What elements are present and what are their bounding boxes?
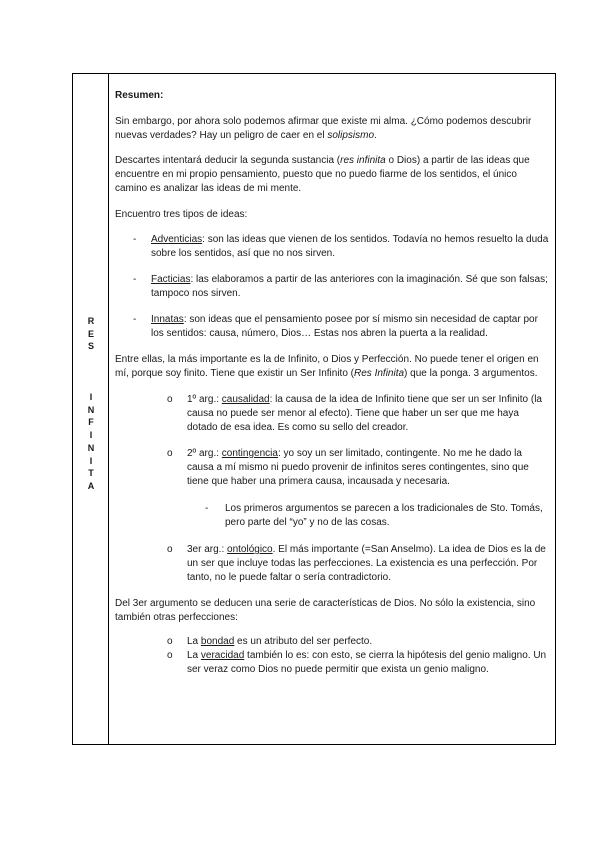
- sidebar-letter: I: [89, 455, 93, 466]
- content-column: [109, 74, 555, 744]
- argument-text: : la causa de la idea de Infinito tiene que ser un ser Infinito (la causa no puede ser menor al efecto). Tiene que haber un ser que me haya dotado de esa idea. Es como su sello del creador.: [187, 394, 542, 433]
- idea-item-facticias: [115, 273, 551, 301]
- sidebar-letter: I: [89, 392, 93, 402]
- sidebar-letter: A: [87, 480, 95, 491]
- dash-bullet: -: [133, 234, 137, 245]
- term-facticias: Facticias: [151, 274, 191, 285]
- argument-ontologico: [115, 543, 551, 585]
- item-text: es un atributo del ser perfecto.: [234, 636, 373, 647]
- term-res-infinita: res infinita: [340, 155, 386, 166]
- sidebar-letter: S: [87, 341, 94, 352]
- paragraph-text: Sin embargo, por ahora solo podemos afirmar que existe mi alma. ¿Cómo podemos descubrir nuevas verdades? Hay un peligro de caer en el: [115, 116, 532, 141]
- note-santo-tomas: [115, 502, 551, 530]
- idea-item-innatas: [115, 313, 551, 341]
- term-res-infinita: Res Infinita: [354, 368, 405, 379]
- paragraph-idea-types: Encuentro tres tipos de ideas:: [115, 209, 248, 220]
- paragraph-descartes: [115, 154, 551, 196]
- argument-number: 2º arg.:: [187, 448, 222, 459]
- paragraph-text: ) que la ponga. 3 argumentos.: [404, 368, 538, 379]
- term-causalidad: causalidad: [221, 394, 270, 405]
- sidebar-column: [73, 74, 109, 744]
- item-text: : las elaboramos a partir de las anteriores con la imaginación. Sé que son falsas; tampoco nos sirven.: [151, 274, 548, 299]
- item-text: La: [187, 650, 201, 661]
- perfection-veracidad: [115, 649, 551, 677]
- idea-item-adventicias: [115, 233, 551, 261]
- term-ontologico: ontológico: [227, 544, 273, 555]
- paragraph-perfecciones: Del 3er argumento se deducen una serie de características de Dios. No sólo la existencia, sino también otras perfecciones:: [115, 598, 536, 623]
- circle-bullet: o: [167, 636, 173, 647]
- argument-text: : yo soy un ser limitado, contingente. No me he dado la causa a mí mismo ni puedo provenir de infinitos seres contingentes, sino que tiene que haber una primera causa, incausada y necesaria.: [187, 448, 529, 487]
- circle-bullet: o: [167, 394, 173, 405]
- summary-heading: Resumen:: [115, 90, 164, 101]
- paragraph-solipsism: [115, 115, 551, 143]
- argument-number: 1º arg.:: [187, 394, 222, 405]
- dash-bullet: -: [133, 274, 137, 285]
- paragraph-infinito: [115, 353, 551, 381]
- paragraph-text: o Dios) a partir de las ideas que encuentre en mi propio pensamiento, puesto que no puedo fiarme de los sentidos, el único camino es analizar las ideas de mi mente.: [115, 155, 530, 194]
- item-text: La: [187, 636, 201, 647]
- item-text: : son ideas que el pensamiento posee por sí mismo sin necesidad de captar por los sentidos: causa, número, Dios… Estas nos abren la puerta a la realidad.: [151, 314, 538, 339]
- term-bondad: bondad: [200, 636, 235, 647]
- sidebar-word-infinita: [73, 391, 109, 493]
- dash-bullet: -: [133, 314, 137, 325]
- paragraph-text: Descartes intentará deducir la segunda sustancia (: [115, 155, 341, 166]
- term-innatas: Innatas: [151, 314, 184, 325]
- sidebar-letter: N: [87, 442, 95, 453]
- note-text: Los primeros argumentos se parecen a los tradicionales de Sto. Tomás, pero parte del “yo” y no de las cosas.: [225, 503, 543, 528]
- paragraph-text: Entre ellas, la más importante es la de Infinito, o Dios y Perfección. No puede tener el origen en mí, porque soy finito. Tiene que existir un Ser Infinito (: [115, 354, 539, 379]
- term-contingencia: contingencia: [221, 448, 278, 459]
- argument-number: 3er arg.:: [187, 544, 228, 555]
- sidebar-letter: N: [87, 404, 95, 415]
- paragraph-text: .: [374, 130, 377, 141]
- dash-bullet: -: [205, 503, 209, 514]
- circle-bullet: o: [167, 448, 173, 459]
- summary-table: [72, 73, 556, 745]
- circle-bullet: o: [167, 544, 173, 555]
- sidebar-letter: E: [87, 328, 94, 339]
- term-adventicias: Adventicias: [151, 234, 203, 245]
- item-text: también lo es: con esto, se cierra la hipótesis del genio maligno. Un ser veraz como Dios no puede permitir que exista un genio maligno.: [187, 650, 547, 675]
- argument-causalidad: [115, 393, 551, 435]
- summary-content: [115, 89, 551, 677]
- perfection-bondad: [115, 635, 551, 649]
- sidebar-letter: I: [89, 430, 93, 441]
- argument-contingencia: [115, 447, 551, 489]
- circle-bullet: o: [167, 650, 173, 661]
- argument-text: . El más importante (=San Anselmo). La idea de Dios es la de un ser que incluye todas las perfecciones. La existencia es una perfección. Por tanto, no le puede faltar o sería contradictorio.: [187, 544, 546, 583]
- sidebar-letter: F: [88, 417, 94, 428]
- term-veracidad: veracidad: [200, 650, 245, 661]
- sidebar-letter: T: [88, 468, 94, 479]
- item-text: : son las ideas que vienen de los sentidos. Todavía no hemos resuelto la duda sobre los sentidos, así que no nos sirven.: [151, 234, 549, 259]
- term-solipsismo: solipsismo: [327, 130, 375, 141]
- sidebar-letter: R: [87, 316, 95, 326]
- sidebar-word-res: [73, 315, 109, 353]
